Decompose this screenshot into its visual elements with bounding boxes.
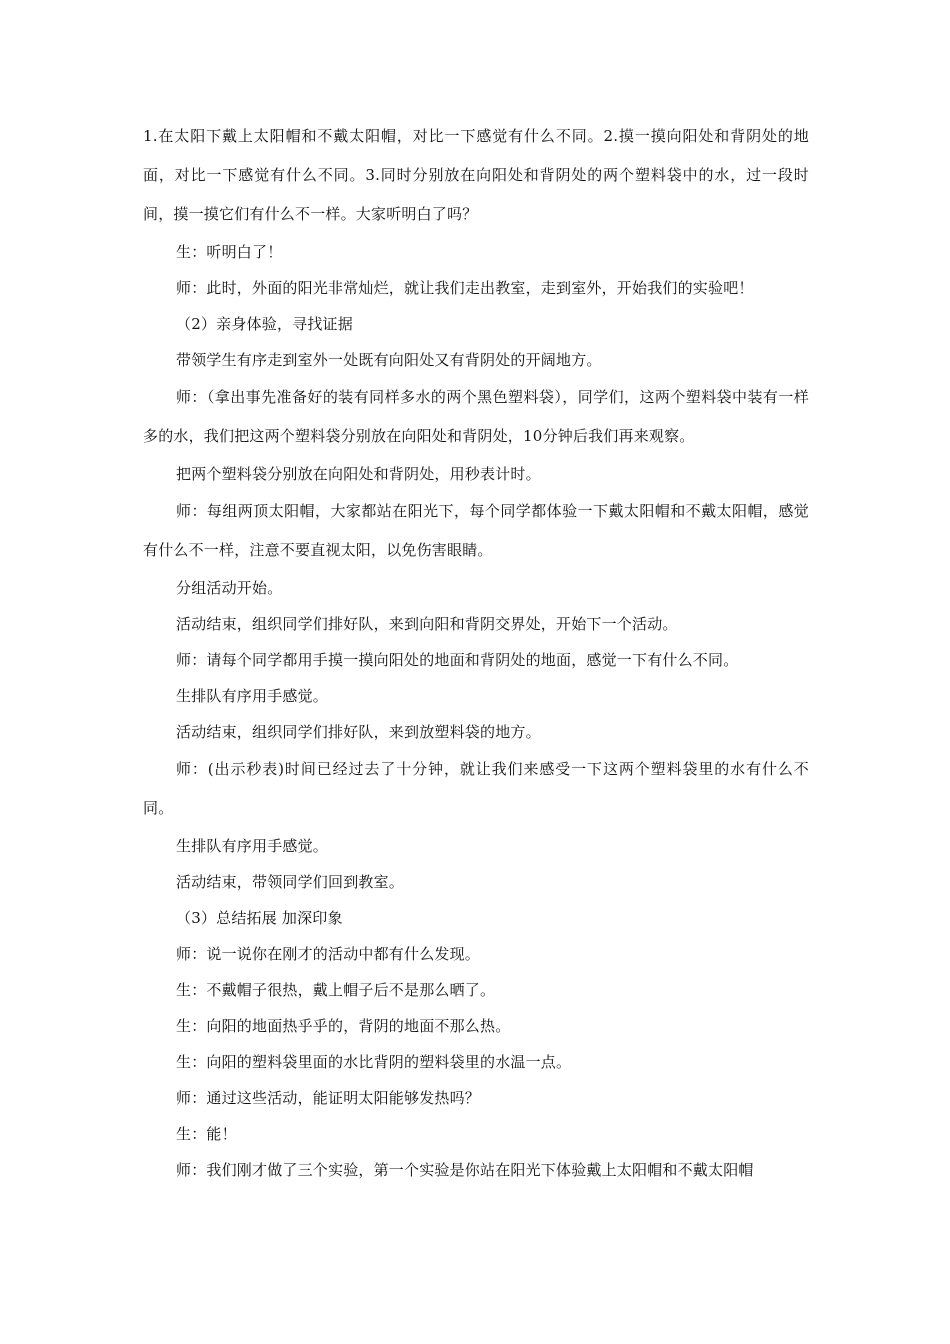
paragraph: 生排队有序用手感觉。 (176, 837, 329, 855)
section-heading: （2）亲身体验，寻找证据 (176, 315, 353, 333)
paragraph: 分组活动开始。 (176, 579, 283, 597)
paragraph: 带领学生有序走到室外一处既有向阳处又有背阴处的开阔地方。 (176, 351, 602, 369)
paragraph: 师：说一说你在刚才的活动中都有什么发现。 (176, 945, 481, 963)
paragraph: 1.在太阳下戴上太阳帽和不戴太阳帽，对比一下感觉有什么不同。2.摸一摸向阳处和背阴处的地面，对比一下感觉有什么不同。3.同时分别放在向阳处和背阴处的两个塑料袋中的水，过一段时间，摸一摸它们有什么不一样。大家听明白了吗？ (143, 127, 809, 223)
paragraph: 生：能！ (176, 1125, 237, 1143)
paragraph: 把两个塑料袋分别放在向阳处和背阴处，用秒表计时。 (176, 465, 541, 483)
paragraph: 师：（拿出事先准备好的装有同样多水的两个黑色塑料袋），同学们，这两个塑料袋中装有一样多的水，我们把这两个塑料袋分别放在向阳处和背阴处，10分钟后我们再来观察。 (143, 388, 809, 445)
paragraph: 师：每组两顶太阳帽，大家都站在阳光下，每个同学都体验一下戴太阳帽和不戴太阳帽，感觉有什么不一样，注意不要直视太阳，以免伤害眼睛。 (143, 502, 809, 559)
paragraph: 师：我们刚才做了三个实验，第一个实验是你站在阳光下体验戴上太阳帽和不戴太阳帽 (176, 1161, 754, 1179)
paragraph: 师：通过这些活动，能证明太阳能够发热吗？ (176, 1089, 481, 1107)
paragraph: 生排队有序用手感觉。 (176, 687, 329, 705)
paragraph: 师：此时，外面的阳光非常灿烂，就让我们走出教室，走到室外，开始我们的实验吧！ (176, 279, 754, 297)
section-heading: （3）总结拓展 加深印象 (176, 909, 343, 927)
paragraph: 生：听明白了！ (176, 243, 283, 261)
document-page (143, 117, 809, 1188)
paragraph: 活动结束，带领同学们回到教室。 (176, 873, 405, 891)
paragraph: 师：请每个同学都用手摸一摸向阳处的地面和背阴处的地面，感觉一下有什么不同。 (176, 651, 739, 669)
paragraph: 生：向阳的塑料袋里面的水比背阴的塑料袋里的水温一点。 (176, 1053, 572, 1071)
paragraph: 活动结束，组织同学们排好队，来到放塑料袋的地方。 (176, 723, 541, 741)
paragraph: 生：向阳的地面热乎乎的，背阴的地面不那么热。 (176, 1017, 511, 1035)
paragraph: 活动结束，组织同学们排好队，来到向阳和背阴交界处，开始下一个活动。 (176, 615, 678, 633)
paragraph: 生：不戴帽子很热，戴上帽子后不是那么晒了。 (176, 981, 496, 999)
paragraph: 师：(出示秒表)时间已经过去了十分钟，就让我们来感受一下这两个塑料袋里的水有什么不同。 (143, 760, 809, 817)
